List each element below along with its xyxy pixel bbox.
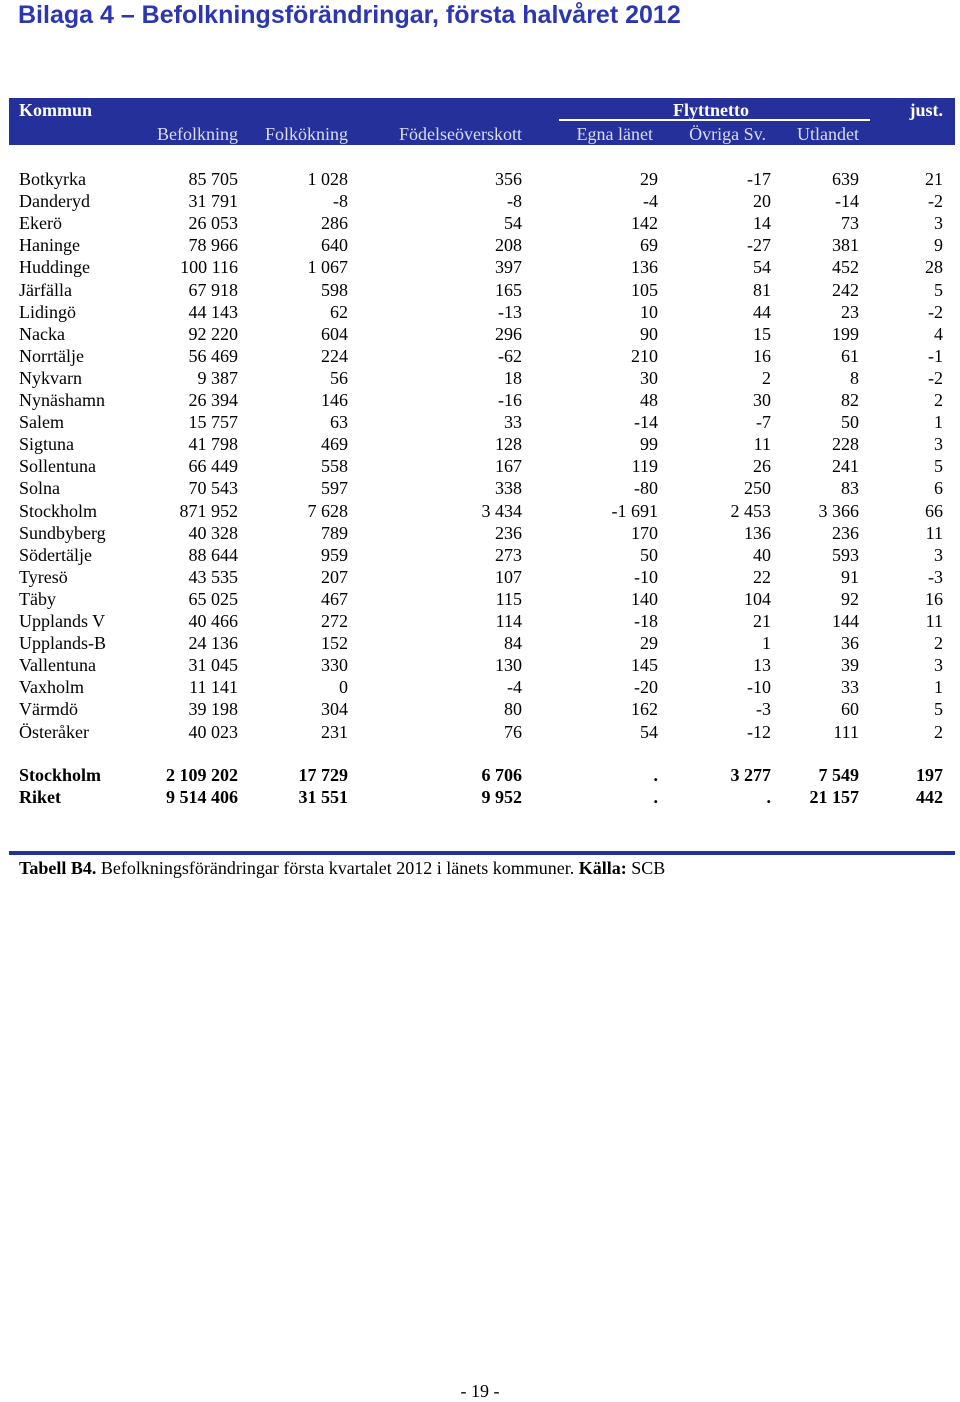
cell-folkokning: 598 — [321, 280, 348, 300]
cell-befolkning: 39 198 — [188, 699, 238, 719]
table-row — [0, 345, 960, 367]
cell-just: -2 — [928, 368, 943, 388]
cell-egna-lanet: 119 — [631, 456, 658, 476]
cell-just: -2 — [928, 302, 943, 322]
table-row — [0, 433, 960, 455]
cell-folkokning: 467 — [321, 589, 348, 609]
cell-ovriga-sv: 2 453 — [730, 501, 771, 521]
cell-egna-lanet: -4 — [643, 191, 658, 211]
cell-utlandet: 73 — [841, 213, 859, 233]
cell-egna-lanet: 99 — [640, 434, 658, 454]
cell-egna-lanet: 105 — [631, 280, 658, 300]
cell-befolkning: 26 394 — [188, 390, 238, 410]
cell-kommun: Haninge — [19, 235, 80, 255]
cell-kommun: Upplands-B — [19, 633, 106, 653]
summary-row-riket — [0, 786, 960, 808]
table-row — [0, 566, 960, 588]
cell-just: 2 — [934, 390, 943, 410]
table-row — [0, 367, 960, 389]
cell-fodelseoverskott: 296 — [495, 324, 522, 344]
column-header-ovriga-sv: Övriga Sv. — [689, 124, 766, 144]
table-row — [0, 256, 960, 278]
cell-egna-lanet: 90 — [640, 324, 658, 344]
cell-egna-lanet: 54 — [640, 722, 658, 742]
cell-egna-lanet: 48 — [640, 390, 658, 410]
cell-egna-lanet: -18 — [634, 611, 658, 631]
cell-egna-lanet: 50 — [640, 545, 658, 565]
table-row — [0, 455, 960, 477]
cell-befolkning: 43 535 — [188, 567, 238, 587]
cell-ovriga-sv: 30 — [753, 390, 771, 410]
cell-folkokning: 152 — [321, 633, 348, 653]
cell-fodelseoverskott: 84 — [504, 633, 522, 653]
cell-just: 3 — [934, 434, 943, 454]
cell-kommun: Täby — [19, 589, 56, 609]
cell-befolkning: 66 449 — [188, 456, 238, 476]
cell-kommun: Riket — [19, 787, 61, 807]
cell-egna-lanet: 142 — [631, 213, 658, 233]
cell-befolkning: 92 220 — [188, 324, 238, 344]
cell-egna-lanet: -10 — [634, 567, 658, 587]
caption-label: Tabell B4. — [19, 858, 97, 878]
cell-befolkning: 88 644 — [188, 545, 238, 565]
cell-utlandet: -14 — [835, 191, 859, 211]
cell-folkokning: 304 — [321, 699, 348, 719]
cell-utlandet: 7 549 — [818, 765, 859, 785]
table-row — [0, 676, 960, 698]
cell-egna-lanet: 210 — [631, 346, 658, 366]
cell-egna-lanet: 136 — [631, 257, 658, 277]
cell-ovriga-sv: 21 — [753, 611, 771, 631]
table-row — [0, 190, 960, 212]
caption-source: SCB — [626, 858, 666, 878]
cell-kommun: Vaxholm — [19, 677, 84, 697]
cell-kommun: Nykvarn — [19, 368, 82, 388]
table-row — [0, 544, 960, 566]
cell-fodelseoverskott: -8 — [507, 191, 522, 211]
page-number: - 19 - — [460, 1381, 500, 1401]
cell-kommun: Botkyrka — [19, 169, 86, 189]
cell-ovriga-sv: 13 — [753, 655, 771, 675]
summary-row-stockholm — [0, 764, 960, 786]
cell-ovriga-sv: 3 277 — [730, 765, 771, 785]
cell-egna-lanet: 29 — [640, 633, 658, 653]
cell-egna-lanet: -80 — [634, 478, 658, 498]
cell-befolkning: 100 116 — [180, 257, 238, 277]
cell-egna-lanet: . — [653, 787, 658, 807]
cell-kommun: Salem — [19, 412, 64, 432]
table-row — [0, 234, 960, 256]
cell-egna-lanet: 29 — [640, 169, 658, 189]
table-row — [0, 698, 960, 720]
cell-fodelseoverskott: -13 — [498, 302, 522, 322]
cell-utlandet: 199 — [832, 324, 859, 344]
table-caption — [19, 857, 665, 879]
cell-utlandet: 50 — [841, 412, 859, 432]
table-row — [0, 610, 960, 632]
cell-kommun: Ekerö — [19, 213, 62, 233]
cell-egna-lanet: -1 691 — [611, 501, 658, 521]
cell-befolkning: 26 053 — [188, 213, 238, 233]
cell-befolkning: 78 966 — [188, 235, 238, 255]
cell-just: 5 — [934, 456, 943, 476]
cell-just: 21 — [925, 169, 943, 189]
cell-utlandet: 228 — [832, 434, 859, 454]
cell-befolkning: 24 136 — [188, 633, 238, 653]
table-row — [0, 168, 960, 190]
cell-fodelseoverskott: 273 — [495, 545, 522, 565]
cell-utlandet: 39 — [841, 655, 859, 675]
cell-kommun: Stockholm — [19, 501, 98, 521]
cell-utlandet: 3 366 — [818, 501, 859, 521]
cell-fodelseoverskott: 165 — [495, 280, 522, 300]
cell-kommun: Vallentuna — [19, 655, 96, 675]
table-row — [0, 654, 960, 676]
cell-utlandet: 242 — [832, 280, 859, 300]
cell-folkokning: 558 — [321, 456, 348, 476]
cell-fodelseoverskott: 236 — [495, 523, 522, 543]
cell-egna-lanet: -14 — [634, 412, 658, 432]
cell-fodelseoverskott: 107 — [495, 567, 522, 587]
cell-just: 5 — [934, 699, 943, 719]
cell-folkokning: 640 — [321, 235, 348, 255]
cell-befolkning: 9 387 — [197, 368, 238, 388]
table-row — [0, 588, 960, 610]
cell-fodelseoverskott: 76 — [504, 722, 522, 742]
cell-ovriga-sv: -3 — [756, 699, 771, 719]
cell-egna-lanet: -20 — [634, 677, 658, 697]
cell-kommun: Stockholm — [19, 765, 102, 785]
column-header-befolkning: Befolkning — [157, 124, 238, 144]
cell-ovriga-sv: -27 — [747, 235, 771, 255]
table-row — [0, 323, 960, 345]
cell-ovriga-sv: 104 — [744, 589, 771, 609]
cell-befolkning: 41 798 — [188, 434, 238, 454]
cell-kommun: Upplands V — [19, 611, 106, 631]
cell-just: 3 — [934, 213, 943, 233]
cell-just: 9 — [934, 235, 943, 255]
cell-fodelseoverskott: 9 952 — [481, 787, 522, 807]
cell-utlandet: 33 — [841, 677, 859, 697]
cell-folkokning: 56 — [330, 368, 348, 388]
table-row — [0, 522, 960, 544]
table-row — [0, 212, 960, 234]
cell-just: 197 — [916, 765, 943, 785]
cell-utlandet: 236 — [832, 523, 859, 543]
cell-fodelseoverskott: 338 — [495, 478, 522, 498]
cell-utlandet: 111 — [833, 722, 859, 742]
cell-ovriga-sv: 81 — [753, 280, 771, 300]
cell-just: 11 — [925, 523, 943, 543]
cell-egna-lanet: 69 — [640, 235, 658, 255]
cell-fodelseoverskott: 130 — [495, 655, 522, 675]
cell-just: 2 — [934, 722, 943, 742]
cell-folkokning: 1 028 — [307, 169, 348, 189]
cell-ovriga-sv: 250 — [744, 478, 771, 498]
cell-ovriga-sv: 11 — [753, 434, 771, 454]
cell-egna-lanet: 140 — [631, 589, 658, 609]
cell-just: -3 — [928, 567, 943, 587]
cell-kommun: Järfälla — [19, 280, 72, 300]
cell-kommun: Södertälje — [19, 545, 92, 565]
cell-fodelseoverskott: 128 — [495, 434, 522, 454]
cell-kommun: Nacka — [19, 324, 65, 344]
cell-fodelseoverskott: 54 — [504, 213, 522, 233]
cell-ovriga-sv: 1 — [762, 633, 771, 653]
cell-folkokning: 789 — [321, 523, 348, 543]
cell-utlandet: 144 — [832, 611, 859, 631]
cell-befolkning: 11 141 — [189, 677, 238, 697]
cell-folkokning: -8 — [333, 191, 348, 211]
cell-just: 3 — [934, 545, 943, 565]
column-header-utlandet: Utlandet — [797, 124, 859, 144]
cell-just: 5 — [934, 280, 943, 300]
cell-egna-lanet: . — [653, 765, 658, 785]
cell-folkokning: 62 — [330, 302, 348, 322]
cell-fodelseoverskott: 356 — [495, 169, 522, 189]
cell-just: 11 — [925, 611, 943, 631]
column-header-egna-lanet: Egna länet — [576, 124, 653, 144]
cell-utlandet: 593 — [832, 545, 859, 565]
cell-befolkning: 9 514 406 — [166, 787, 238, 807]
cell-befolkning: 31 045 — [188, 655, 238, 675]
cell-folkokning: 272 — [321, 611, 348, 631]
cell-befolkning: 65 025 — [188, 589, 238, 609]
cell-kommun: Nynäshamn — [19, 390, 105, 410]
cell-befolkning: 56 469 — [188, 346, 238, 366]
cell-fodelseoverskott: -16 — [498, 390, 522, 410]
cell-just: 16 — [925, 589, 943, 609]
table-row — [0, 301, 960, 323]
cell-befolkning: 85 705 — [188, 169, 238, 189]
cell-utlandet: 21 157 — [809, 787, 859, 807]
cell-folkokning: 231 — [321, 722, 348, 742]
cell-ovriga-sv: 136 — [744, 523, 771, 543]
column-header-folkokning: Folkökning — [264, 124, 348, 144]
cell-utlandet: 23 — [841, 302, 859, 322]
cell-kommun: Sundbyberg — [19, 523, 106, 543]
cell-kommun: Lidingö — [19, 302, 76, 322]
cell-befolkning: 40 466 — [188, 611, 238, 631]
cell-ovriga-sv: 40 — [753, 545, 771, 565]
cell-kommun: Solna — [19, 478, 61, 498]
cell-utlandet: 8 — [850, 368, 859, 388]
header-just: just. — [909, 100, 943, 120]
page-title: Bilaga 4 – Befolkningsförändringar, första halvåret 2012 — [18, 1, 681, 29]
cell-folkokning: 7 628 — [307, 501, 348, 521]
table-row — [0, 477, 960, 499]
cell-fodelseoverskott: 18 — [504, 368, 522, 388]
cell-folkokning: 469 — [321, 434, 348, 454]
caption-source-label: Källa: — [578, 858, 627, 878]
cell-kommun: Tyresö — [19, 567, 68, 587]
cell-just: 3 — [934, 655, 943, 675]
cell-folkokning: 224 — [321, 346, 348, 366]
caption-text: Befolkningsförändringar första kvartalet 2012 i länets kommuner. — [96, 858, 579, 878]
cell-just: -2 — [928, 191, 943, 211]
cell-kommun: Norrtälje — [19, 346, 84, 366]
cell-just: 1 — [934, 677, 943, 697]
cell-just: 66 — [925, 501, 943, 521]
cell-ovriga-sv: -7 — [756, 412, 771, 432]
cell-utlandet: 241 — [832, 456, 859, 476]
cell-egna-lanet: 162 — [631, 699, 658, 719]
cell-ovriga-sv: 20 — [753, 191, 771, 211]
cell-fodelseoverskott: 115 — [495, 589, 522, 609]
cell-ovriga-sv: 22 — [753, 567, 771, 587]
cell-kommun: Huddinge — [19, 257, 90, 277]
cell-ovriga-sv: 26 — [753, 456, 771, 476]
cell-fodelseoverskott: 33 — [504, 412, 522, 432]
cell-kommun: Sollentuna — [19, 456, 96, 476]
table-row — [0, 389, 960, 411]
cell-just: 4 — [934, 324, 943, 344]
table-row — [0, 279, 960, 301]
cell-ovriga-sv: 16 — [753, 346, 771, 366]
cell-fodelseoverskott: -62 — [498, 346, 522, 366]
header-flyttnetto: Flyttnetto — [673, 100, 749, 120]
cell-utlandet: 452 — [832, 257, 859, 277]
cell-utlandet: 381 — [832, 235, 859, 255]
cell-befolkning: 31 791 — [188, 191, 238, 211]
cell-folkokning: 63 — [330, 412, 348, 432]
cell-fodelseoverskott: 80 — [504, 699, 522, 719]
cell-kommun: Österåker — [19, 722, 89, 742]
cell-just: 442 — [916, 787, 943, 807]
cell-befolkning: 67 918 — [188, 280, 238, 300]
table-row — [0, 632, 960, 654]
cell-befolkning: 871 952 — [179, 501, 238, 521]
caption-rule — [9, 851, 955, 855]
cell-fodelseoverskott: 3 434 — [481, 501, 522, 521]
cell-egna-lanet: 30 — [640, 368, 658, 388]
cell-folkokning: 207 — [321, 567, 348, 587]
cell-folkokning: 597 — [321, 478, 348, 498]
cell-folkokning: 604 — [321, 324, 348, 344]
cell-folkokning: 0 — [339, 677, 348, 697]
cell-ovriga-sv: -17 — [747, 169, 771, 189]
cell-folkokning: 959 — [321, 545, 348, 565]
column-header-fodelseoverskott: Födelseöverskott — [399, 124, 522, 144]
cell-utlandet: 91 — [841, 567, 859, 587]
cell-ovriga-sv: 54 — [753, 257, 771, 277]
cell-fodelseoverskott: 167 — [495, 456, 522, 476]
table-row — [0, 721, 960, 743]
cell-utlandet: 92 — [841, 589, 859, 609]
header-kommun: Kommun — [19, 100, 93, 120]
cell-ovriga-sv: -10 — [747, 677, 771, 697]
cell-fodelseoverskott: 208 — [495, 235, 522, 255]
cell-egna-lanet: 10 — [640, 302, 658, 322]
cell-utlandet: 36 — [841, 633, 859, 653]
cell-ovriga-sv: 2 — [762, 368, 771, 388]
cell-utlandet: 83 — [841, 478, 859, 498]
cell-kommun: Sigtuna — [19, 434, 75, 454]
cell-befolkning: 2 109 202 — [166, 765, 238, 785]
cell-befolkning: 70 543 — [188, 478, 238, 498]
cell-befolkning: 40 023 — [188, 722, 238, 742]
cell-ovriga-sv: -12 — [747, 722, 771, 742]
cell-ovriga-sv: . — [766, 787, 771, 807]
cell-kommun: Värmdö — [19, 699, 78, 719]
cell-just: 6 — [934, 478, 943, 498]
cell-just: -1 — [928, 346, 943, 366]
cell-fodelseoverskott: 6 706 — [481, 765, 522, 785]
cell-folkokning: 330 — [321, 655, 348, 675]
cell-folkokning: 286 — [321, 213, 348, 233]
cell-utlandet: 82 — [841, 390, 859, 410]
cell-utlandet: 60 — [841, 699, 859, 719]
table-row — [0, 500, 960, 522]
cell-just: 1 — [934, 412, 943, 432]
cell-just: 2 — [934, 633, 943, 653]
cell-befolkning: 44 143 — [188, 302, 238, 322]
cell-egna-lanet: 170 — [631, 523, 658, 543]
cell-befolkning: 15 757 — [188, 412, 238, 432]
cell-ovriga-sv: 15 — [753, 324, 771, 344]
cell-just: 28 — [925, 257, 943, 277]
cell-utlandet: 61 — [841, 346, 859, 366]
table-row — [0, 411, 960, 433]
cell-befolkning: 40 328 — [188, 523, 238, 543]
cell-ovriga-sv: 14 — [753, 213, 771, 233]
cell-egna-lanet: 145 — [631, 655, 658, 675]
cell-kommun: Danderyd — [19, 191, 90, 211]
cell-fodelseoverskott: -4 — [507, 677, 522, 697]
cell-ovriga-sv: 44 — [753, 302, 771, 322]
cell-folkokning: 17 729 — [298, 765, 348, 785]
cell-fodelseoverskott: 397 — [495, 257, 522, 277]
cell-folkokning: 146 — [321, 390, 348, 410]
cell-folkokning: 31 551 — [298, 787, 348, 807]
cell-fodelseoverskott: 114 — [495, 611, 522, 631]
cell-utlandet: 639 — [832, 169, 859, 189]
cell-folkokning: 1 067 — [307, 257, 348, 277]
